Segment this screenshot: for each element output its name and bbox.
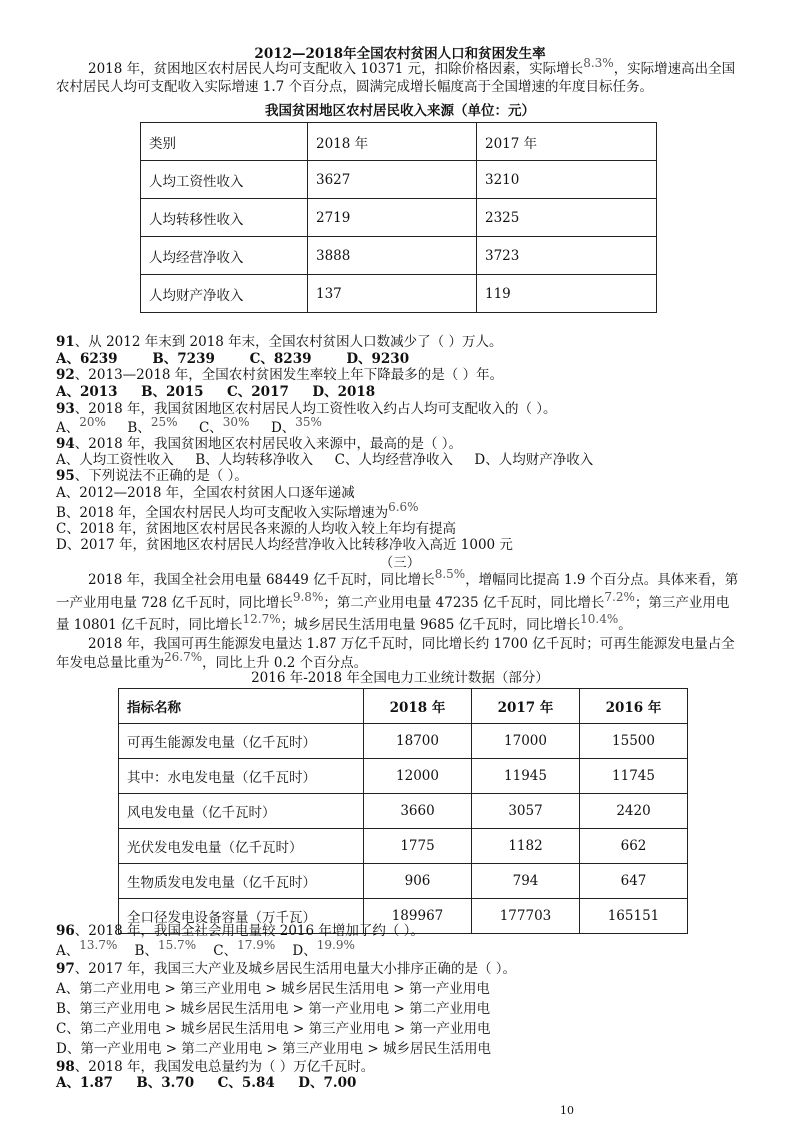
option-a-label: A、 <box>56 943 80 959</box>
table-cell: 2325 <box>477 199 657 237</box>
table-cell: 3660 <box>364 794 472 829</box>
table-cell: 12000 <box>364 759 472 794</box>
table-cell: 3888 <box>308 237 477 275</box>
para2-line-1 <box>88 567 739 589</box>
table-cell: 165151 <box>580 899 688 934</box>
para-text: ，同比上升 0.2 个百分点。 <box>202 655 368 671</box>
page-title: 2012—2018年全国农村贫困人口和贫困发生率 <box>254 46 546 62</box>
option-c-label: C、 <box>213 943 238 959</box>
option-d: D、7.00 <box>298 1075 357 1091</box>
question-number: 96 <box>56 923 75 939</box>
option-c-value: 30% <box>222 415 250 429</box>
table-cell: 11945 <box>472 759 580 794</box>
table-header-cell: 2017 年 <box>477 123 657 161</box>
table-cell: 人均经营净收入 <box>141 237 308 275</box>
para-text: 。 <box>618 617 632 633</box>
question-97-option-c: C、第二产业用电 > 城乡居民生活用电 > 第三产业用电 > 第一产业用电 <box>56 1021 491 1037</box>
option-a: A、6239 <box>56 351 118 367</box>
table-header-row <box>141 123 657 161</box>
table-cell: 906 <box>364 864 472 899</box>
table-header-cell: 2018 年 <box>364 689 472 724</box>
table-cell: 风电发电量（亿千瓦时） <box>119 794 364 829</box>
table-cell: 2420 <box>580 794 688 829</box>
table-cell: 1182 <box>472 829 580 864</box>
table-row <box>141 275 657 313</box>
table-row <box>141 161 657 199</box>
question-95 <box>56 467 248 485</box>
para2-line-2 <box>56 590 730 612</box>
table-cell: 647 <box>580 864 688 899</box>
table-header-cell: 2016 年 <box>580 689 688 724</box>
para-text: 年发电总量比重为 <box>56 655 164 671</box>
table-cell: 3210 <box>477 161 657 199</box>
table-row <box>141 199 657 237</box>
table-cell: 189967 <box>364 899 472 934</box>
para-text: ；第三产业用电 <box>634 595 730 611</box>
section-heading: （三） <box>379 555 421 571</box>
table-cell: 3723 <box>477 237 657 275</box>
table-header-row <box>119 689 688 724</box>
question-text: 、下列说法不正确的是（ ）。 <box>74 468 248 484</box>
intro-line-1 <box>88 56 736 78</box>
question-95-option-d: D、2017 年，贫困地区农村居民人均经营净收入比转移净收入高近 1000 元 <box>56 537 513 553</box>
option-d-value: 35% <box>295 415 322 429</box>
table-cell: 3057 <box>472 794 580 829</box>
question-number: 94 <box>56 436 75 452</box>
question-number: 92 <box>56 367 75 383</box>
question-92 <box>56 366 503 384</box>
question-97-option-b: B、第三产业用电 > 城乡居民生活用电 > 第一产业用电 > 第二产业用电 <box>56 1001 491 1017</box>
question-number: 93 <box>56 401 75 417</box>
table2-caption: 2016 年-2018 年全国电力工业统计数据（部分） <box>251 670 549 686</box>
table-cell: 137 <box>308 275 477 313</box>
table-cell: 177703 <box>472 899 580 934</box>
para-text: 2018 年，我国全社会用电量 68449 亿千瓦时，同比增长 <box>88 572 435 588</box>
para2-line-3 <box>56 612 632 634</box>
table-row <box>119 829 688 864</box>
table-header-cell: 2018 年 <box>308 123 477 161</box>
table1-caption: 我国贫困地区农村居民收入来源（单位：元） <box>265 103 535 119</box>
question-text: 、2018 年，我国发电总量约为（ ）万亿千瓦时。 <box>74 1059 375 1075</box>
table-cell: 人均工资性收入 <box>141 161 308 199</box>
table-header-cell: 指标名称 <box>119 689 364 724</box>
table-row <box>119 759 688 794</box>
table-row <box>119 724 688 759</box>
table-cell: 人均财产净收入 <box>141 275 308 313</box>
question-97-option-d: D、第一产业用电 > 第二产业用电 > 第三产业用电 > 城乡居民生活用电 <box>56 1041 492 1057</box>
table-cell: 662 <box>580 829 688 864</box>
power-industry-table <box>118 688 688 934</box>
intro-text: 2018 年，贫困地区农村居民人均可支配收入 10371 元，扣除价格因素，实际增长 <box>88 61 584 77</box>
option-a-value: 13.7% <box>79 938 118 952</box>
question-text: 、2018 年，我国贫困地区农村居民人均工资性收入约占人均可支配收入的（ ）。 <box>74 401 557 417</box>
table-cell: 光伏发电发电量（亿千瓦时） <box>119 829 364 864</box>
question-text: 、2018 年，我国全社会用电量较 2016 年增加了约（ ）。 <box>74 923 424 939</box>
option-a: A、1.87 <box>56 1075 113 1091</box>
option-c: C、人均经营净收入 <box>334 452 453 468</box>
para-pct: 12.7% <box>242 612 281 626</box>
table-row <box>119 864 688 899</box>
option-a-label: A、 <box>56 420 80 436</box>
table-cell: 3627 <box>308 161 477 199</box>
table-row <box>119 794 688 829</box>
table-cell: 794 <box>472 864 580 899</box>
option-b: B、3.70 <box>136 1075 195 1091</box>
table-cell: 人均转移性收入 <box>141 199 308 237</box>
table-cell: 2719 <box>308 199 477 237</box>
option-a: A、人均工资性收入 <box>56 452 174 468</box>
question-text: 、从 2012 年末到 2018 年末，全国农村贫困人口数减少了（ ）万人。 <box>74 334 503 350</box>
option-d-label: D、 <box>270 420 296 436</box>
option-b-value: 25% <box>150 415 178 429</box>
question-97 <box>56 960 516 978</box>
option-d: D、人均财产净收入 <box>474 452 594 468</box>
option-b-label: B、 <box>127 420 151 436</box>
question-text: 、2018 年，我国贫困地区农村居民收入来源中，最高的是（ ）。 <box>74 436 462 452</box>
option-a-value: 20% <box>79 415 106 429</box>
option-c-label: C、 <box>198 420 223 436</box>
option-b-value: 15.7% <box>157 938 197 952</box>
option-a: A、2013 <box>56 384 118 400</box>
question-text: 、2017 年，我国三大产业及城乡居民生活用电量大小排序正确的是（ ）。 <box>74 961 516 977</box>
table-cell: 其中：水电发电量（亿千瓦时） <box>119 759 364 794</box>
page-number: 10 <box>560 1104 574 1117</box>
para-pct: 7.2% <box>604 590 635 604</box>
question-91 <box>56 333 502 351</box>
option-b-label: B、 <box>134 943 158 959</box>
para-pct: 10.4% <box>580 612 619 626</box>
question-number: 97 <box>56 961 75 977</box>
question-98-options <box>56 1074 356 1092</box>
option-c: C、2017 <box>227 384 289 400</box>
question-number: 98 <box>56 1059 75 1075</box>
table-cell: 全口径发电设备容量（万千瓦） <box>119 899 364 934</box>
option-c: C、5.84 <box>217 1075 275 1091</box>
question-97-option-a: A、第二产业用电 > 第三产业用电 > 城乡居民生活用电 > 第一产业用电 <box>56 981 490 997</box>
table-header-cell: 类别 <box>141 123 308 161</box>
option-c: C、8239 <box>249 351 312 367</box>
table-cell: 18700 <box>364 724 472 759</box>
para-text: ，增幅同比提高 1.9 个百分点。具体来看，第 <box>465 572 739 588</box>
para-pct: 9.8% <box>292 590 324 604</box>
table-header-cell: 2017 年 <box>472 689 580 724</box>
table-cell: 11745 <box>580 759 688 794</box>
para-text: 一产业用电量 728 亿千瓦时，同比增长 <box>56 595 293 611</box>
para-pct: 26.7% <box>164 650 203 664</box>
option-pct: 6.6% <box>388 500 419 514</box>
option-b: B、7239 <box>152 351 215 367</box>
question-95-option-a: A、2012—2018 年，全国农村贫困人口逐年递减 <box>56 485 355 501</box>
question-95-option-c: C、2018 年，贫困地区农村居民各来源的人均收入较上年均有提高 <box>56 521 456 537</box>
option-d-label: D、 <box>292 943 317 959</box>
table-cell: 119 <box>477 275 657 313</box>
option-b: B、人均转移净收入 <box>195 452 314 468</box>
intro-line-2: 农村居民人均可支配收入实际增速 1.7 个百分点，圆满完成增长幅度高于全国增速的年度目标任务。 <box>56 79 654 95</box>
option-d: D、2018 <box>312 384 376 400</box>
intro-pct: 8.3% <box>583 56 614 70</box>
para-text: ；城乡居民生活用电量 9685 亿千瓦时，同比增长 <box>280 617 581 633</box>
option-c-value: 17.9% <box>237 938 276 952</box>
option-b: B、2015 <box>141 384 204 400</box>
question-92-options <box>56 383 375 401</box>
para-text: 量 10801 亿千瓦时，同比增长 <box>56 617 243 633</box>
option-d: D、9230 <box>346 351 410 367</box>
option-text: B、2018 年，全国农村居民人均可支配收入实际增速为 <box>56 505 389 521</box>
para-pct: 8.5% <box>434 567 466 581</box>
table-row <box>141 237 657 275</box>
table-cell: 1775 <box>364 829 472 864</box>
para-text: ；第二产业用电量 47235 亿千瓦时，同比增长 <box>323 595 605 611</box>
table-cell: 生物质发电发电量（亿千瓦时） <box>119 864 364 899</box>
option-d-value: 19.9% <box>316 938 355 952</box>
para2-line-4: 2018 年，我国可再生能源发电量达 1.87 万亿千瓦时，同比增长约 1700 亿千瓦时；可再生能源发电量占全 <box>88 636 735 652</box>
intro-text: ，实际增速高出全国 <box>613 61 736 77</box>
question-number: 95 <box>56 468 75 484</box>
question-text: 、2013—2018 年，全国农村贫困发生率较上年下降最多的是（ ）年。 <box>74 367 504 383</box>
table-cell: 17000 <box>472 724 580 759</box>
question-96-options <box>56 938 355 960</box>
question-number: 91 <box>56 334 75 350</box>
table-cell: 可再生能源发电量（亿千瓦时） <box>119 724 364 759</box>
income-source-table <box>140 122 657 313</box>
table-cell: 15500 <box>580 724 688 759</box>
